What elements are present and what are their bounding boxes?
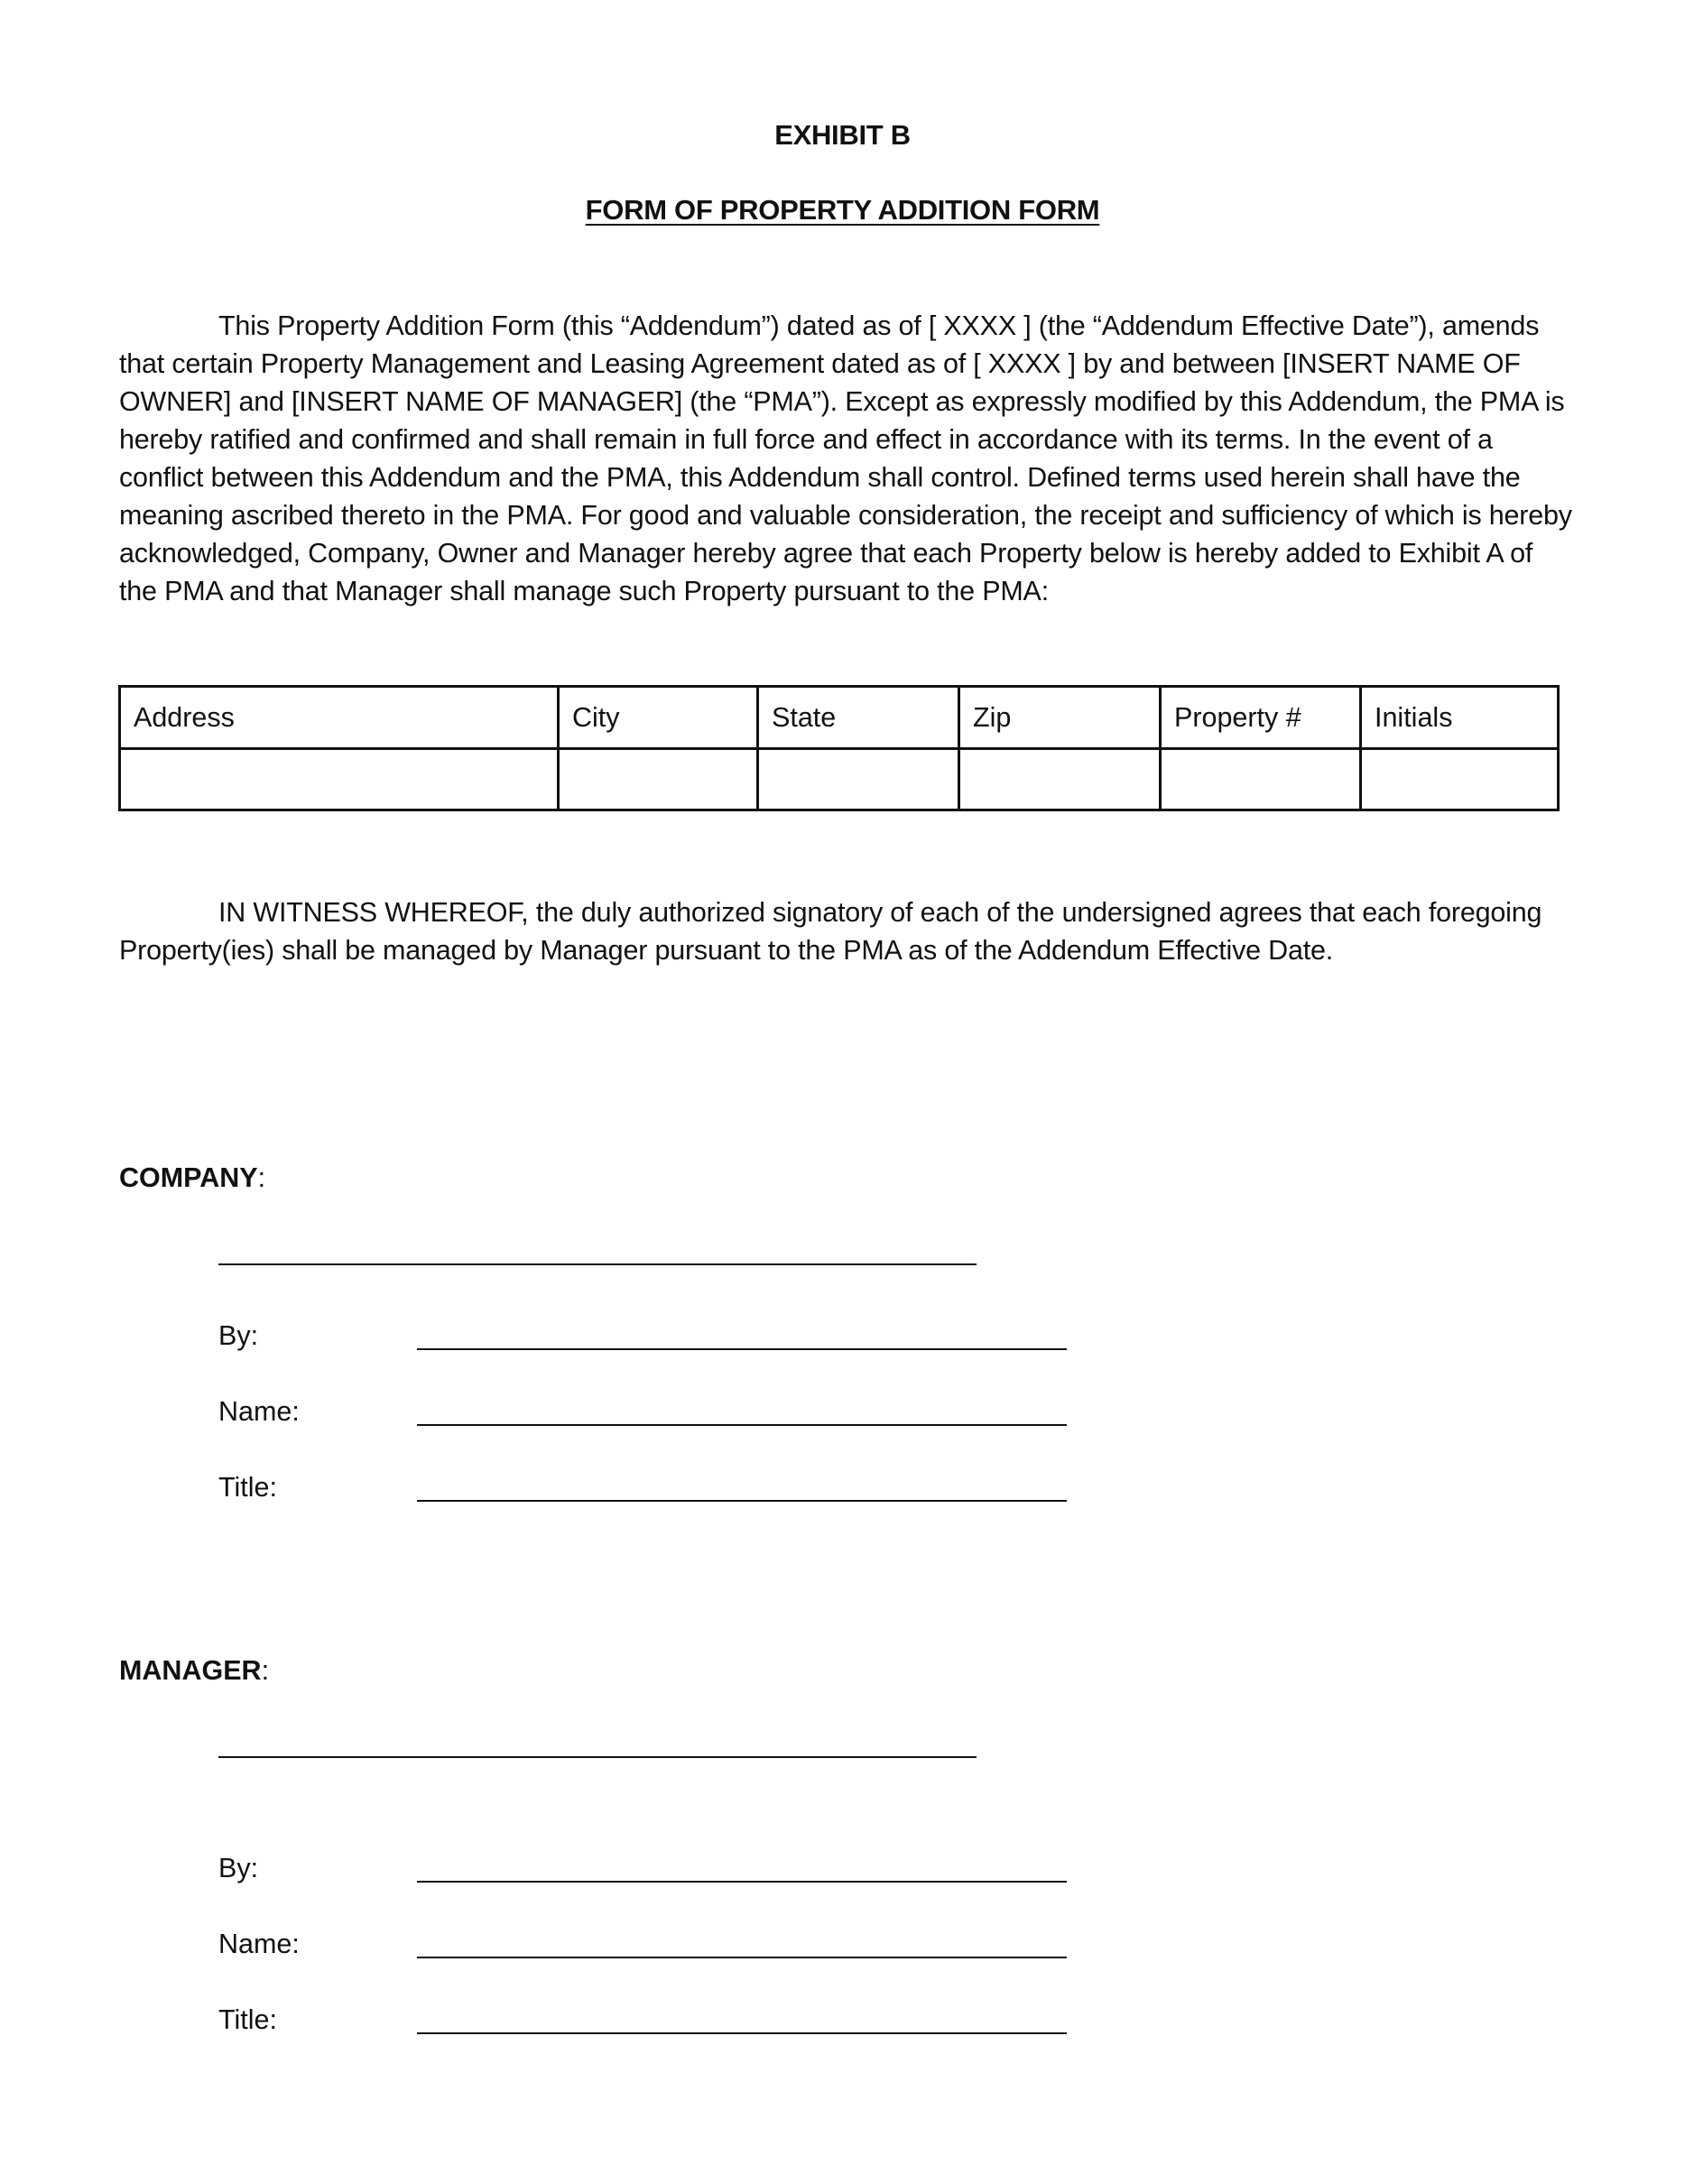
cell-zip[interactable] bbox=[959, 749, 1161, 810]
header-initials: Initials bbox=[1361, 687, 1559, 749]
table-header-row bbox=[120, 687, 1559, 749]
manager-title-row bbox=[218, 2000, 1067, 2036]
manager-heading-colon: : bbox=[261, 1655, 270, 1686]
manager-by-row bbox=[218, 1848, 1067, 1884]
form-title: FORM OF PROPERTY ADDITION FORM bbox=[585, 194, 1100, 226]
company-by-row bbox=[218, 1316, 1067, 1352]
header-property-number: Property # bbox=[1161, 687, 1361, 749]
company-title-line[interactable] bbox=[417, 1500, 1067, 1502]
company-name-line[interactable] bbox=[417, 1424, 1067, 1426]
manager-name-row bbox=[218, 1924, 1067, 1960]
company-title-row bbox=[218, 1467, 1067, 1504]
company-heading-text: COMPANY bbox=[119, 1162, 258, 1193]
property-table bbox=[118, 685, 1560, 811]
cell-property-number[interactable] bbox=[1161, 749, 1361, 810]
manager-title-label: Title: bbox=[218, 2004, 277, 2035]
manager-title-line[interactable] bbox=[417, 2032, 1067, 2034]
cell-state[interactable] bbox=[758, 749, 959, 810]
table-row bbox=[120, 749, 1559, 810]
exhibit-title: EXHIBIT B bbox=[774, 119, 911, 151]
header-state: State bbox=[758, 687, 959, 749]
intro-paragraph: This Property Addition Form (this “Addendum”) dated as of [ XXXX ] (the “Addendum Effective Date”), amends that certain Property Management and Leasing Agreement dated as of [ XXXX ] by and between [INSERT NAME OF OWNER] and [INSERT NAME OF MANAGER] (the “PMA”). Except as expressly modified by this Addendum, the PMA is hereby ratified and confirmed and shall remain in full force and effect in accordance with its terms. In the event of a conflict between this Addendum and the PMA, this Addendum shall control. Defined terms used herein shall have the meaning ascribed thereto in the PMA. For good and valuable consideration, the receipt and sufficiency of which is hereby acknowledged, Company, Owner and Manager hereby agree that each Property below is hereby added to Exhibit A of the PMA and that Manager shall manage such Property pursuant to the PMA: bbox=[119, 310, 1572, 606]
manager-name-label: Name: bbox=[218, 1929, 300, 1959]
company-by-line[interactable] bbox=[417, 1348, 1067, 1350]
company-heading-colon: : bbox=[257, 1162, 266, 1193]
manager-heading bbox=[119, 1655, 269, 1687]
company-name-row bbox=[218, 1392, 1067, 1428]
cell-address[interactable] bbox=[120, 749, 559, 810]
company-name-label: Name: bbox=[218, 1396, 300, 1427]
company-heading bbox=[119, 1162, 265, 1194]
company-signature-line[interactable] bbox=[218, 1263, 977, 1265]
company-title-label: Title: bbox=[218, 1472, 277, 1503]
manager-name-line[interactable] bbox=[417, 1957, 1067, 1958]
cell-city[interactable] bbox=[559, 749, 758, 810]
header-zip: Zip bbox=[959, 687, 1161, 749]
header-address: Address bbox=[120, 687, 559, 749]
company-by-label: By: bbox=[218, 1320, 259, 1351]
manager-heading-text: MANAGER bbox=[119, 1655, 262, 1686]
witness-paragraph: IN WITNESS WHEREOF, the duly authorized signatory of each of the undersigned agrees that each foregoing Property(ies) shall be managed by Manager pursuant to the PMA as of the Addendum Effective Date. bbox=[119, 897, 1542, 966]
cell-initials[interactable] bbox=[1361, 749, 1559, 810]
manager-signature-line[interactable] bbox=[218, 1756, 977, 1758]
manager-by-line[interactable] bbox=[417, 1881, 1067, 1883]
manager-by-label: By: bbox=[218, 1853, 259, 1883]
header-city: City bbox=[559, 687, 758, 749]
